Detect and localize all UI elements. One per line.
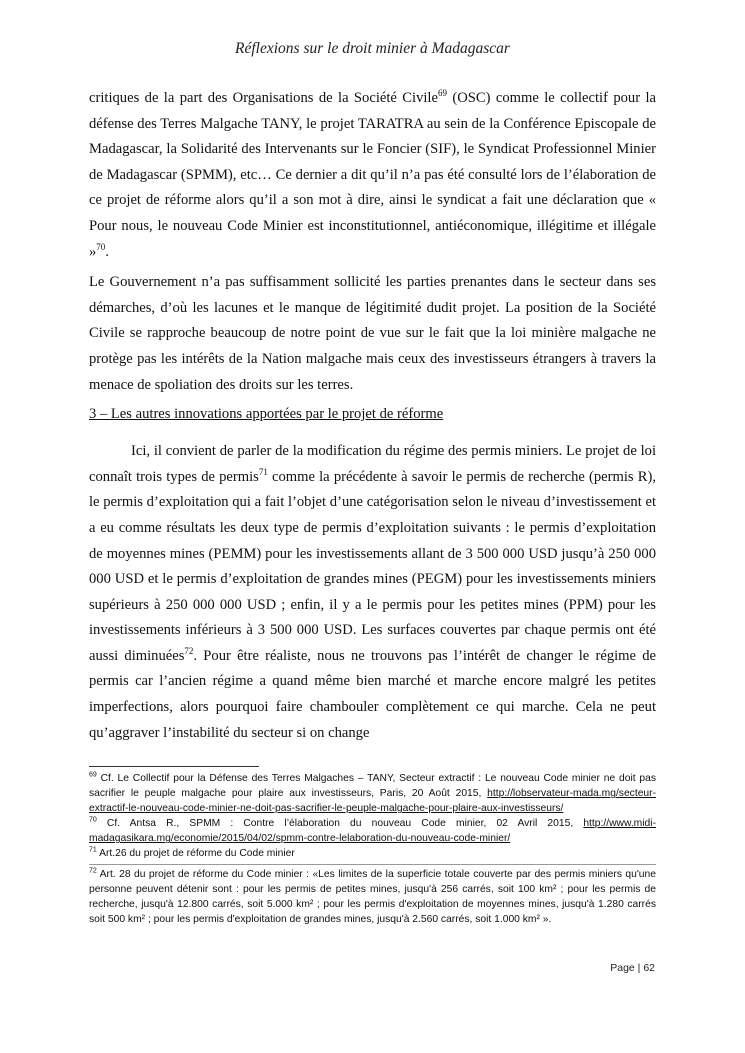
footnote-ref-72[interactable]: 72 [184,646,194,657]
footnote-71: $^{71}$ Art.26 du projet de réforme du Code minier [89,847,295,860]
page-number: Page | 62 [610,962,655,974]
footnote-70-link[interactable]: http://www.midi-madagasikara.mg/economie/2015/04/02/spmm-contre-lelaboration-du-nouveau-code-minier/ [89,818,656,845]
footnote-72: $^{72}$ Art. 28 du projet de réforme du Code minier : «Les limites de la superficie totale couverte par des permis miniers qu'une personne peuvent détenir sont : pour les permis de petites mines, jusqu'à 256 carrés, soit 100 km² ; pour les permis de recherche, jusqu'à 12.800 carrés, soit 5.000 km² ; pour les permis d'exploitation de moyennes mines, jusqu'à 1.280 carrés soit 500 km² ; pour les permis d'exploitation de grandes mines, jusqu'à 2.560 carrés, soit 1.000 km² ». [89,867,656,925]
section-heading: 3 – Les autres innovations apportées par le projet de réforme [89,406,444,423]
footnote-ref-71[interactable]: 71 [258,466,268,477]
main-text [89,86,656,751]
footnote-ref-70[interactable]: 70 [96,241,106,252]
footnote-separator [89,766,259,767]
paragraph-gouvernement: Le Gouvernement n’a pas suffisamment sollicité les parties prenantes dans le secteur dans ses démarches, d’où les lacunes et le manque de légitimité dudit projet. La position de la Société Civile se rapproche beaucoup de notre point de vue sur le fait que la loi minière malgache ne protège pas les intérêts de la Nation malgache mais ceux des investisseurs étrangers à travers la menace de spoliation des droits sur les terres. [89,274,656,393]
footnote-70: $^{70}$ Cf. Antsa R., SPMM : Contre l’élaboration du nouveau Code minier, 02 Avril 2015, http://www.midi-madagasikara.mg/economie/2015/04/02/spmm-contre-lelaboration-du-nouveau-code-minier/ [89,816,656,845]
footnotes [89,766,656,927]
footnote-69: $^{69}$ Cf. Le Collectif pour la Défense des Terres Malgaches – TANY, Secteur extractif : Le nouveau Code minier ne doit pas sacrifier le peuple malgache pour plaire aux investisseurs, Paris, 20 Août 2015, http://lobservateur-mada.mg/secteur-extractif-le-nouveau-code-minier-ne-doit-pas-sacrifier-le-peuple-malgache-pour-plaire-aux-investisseurs/ [89,771,656,815]
footnote-69-link[interactable]: http://lobservateur-mada.mg/secteur-extractif-le-nouveau-code-minier-ne-doit-pas-sacrifier-le-peuple-malgache-pour-plaire-aux-investisseurs/ [89,788,656,815]
running-header: Réflexions sur le droit minier à Madagascar [235,40,510,57]
paragraph-osc-critiques: critiques de la part des Organisations de la Société Civile$^{69}$ (OSC) comme le collectif pour la défense des Terres Malgache TANY, le projet TARATRA au sein de la Conférence Episcopale de Madagascar, la Solidarité des Intervenants sur le Foncier (SIF), le Syndicat Professionnel Minier de Madagascar (SPMM), etc… Ce dernier a dit qu’il n’a pas été consulté lors de l’élaboration de ce projet de réforme alors qu’il a son mot à dire, ainsi le syndicat a fait une déclaration que « Pour nous, le nouveau Code Minier est inconstitutionnel, antiéconomique, illégitime et illégale »$^{70}$. [89,88,657,260]
paragraph-permis: Ici, il convient de parler de la modification du régime des permis miniers. Le projet de loi connaît trois types de permis$^{71}$ comme la précédente à savoir le permis de recherche (permis R), le permis d’exploitation qui a fait l’objet d’une catégorisation selon le niveau d’investissement et a eu comme résultats les deux type de permis d’exploitation suivants : le permis d’exploitation de moyennes mines (PEMM) pour les investissements allant de 3 500 000 USD jusqu’à 250 000 000 USD et le permis d’exploitation de grandes mines (PEGM) pour les investissements miniers supérieurs à 250 000 000 USD ; enfin, il y a le permis pour les petites mines (PPM) pour les investissements inférieurs à 3 500 000 USD. Les surfaces couvertes par chaque permis ont été aussi diminuées$^{72}$. Pour être réaliste, nous ne trouvons pas l’intérêt de changer le régime de permis car l’ancien régime a quand même bien marché et marche encore malgré les petites imperfections, alors pourquoi faire chambouler complètement ce qui marche. Cela ne peut qu’aggraver l’instabilité du secteur si on change [89,443,656,741]
footnote-ref-69[interactable]: 69 [437,88,447,99]
footnote-divider [89,864,656,865]
